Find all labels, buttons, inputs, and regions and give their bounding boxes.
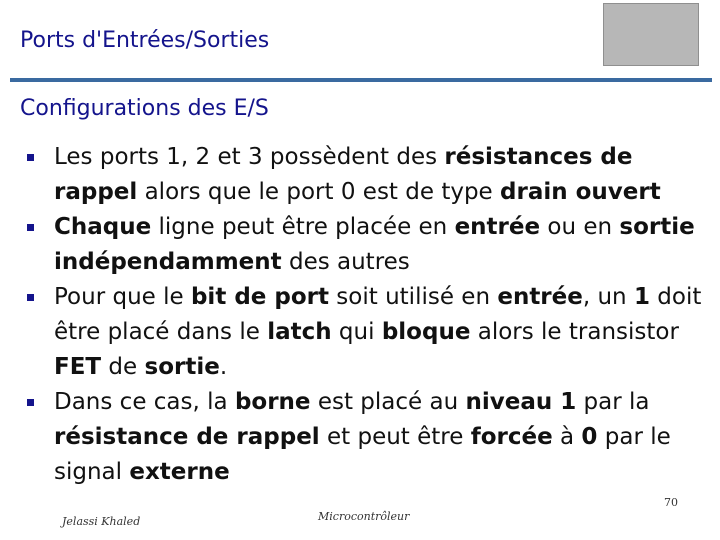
bold-term: FET	[54, 354, 102, 380]
page-number: 70	[664, 496, 678, 509]
bold-term: résistance de rappel	[54, 424, 320, 450]
bold-term: sortie indépendamment	[54, 214, 695, 275]
bold-term: sortie	[144, 354, 220, 380]
text-run: qui	[331, 319, 382, 345]
text-run: Dans ce cas, la	[54, 389, 235, 415]
text-run: des autres	[281, 249, 410, 275]
bold-term: borne	[234, 389, 311, 415]
text-run: est placé au	[310, 389, 466, 415]
text-run: par le signal	[54, 424, 671, 485]
bold-term: externe	[129, 459, 230, 485]
slide-subtitle: Configurations des E/S	[20, 96, 269, 121]
text-run: soit utilisé en	[329, 284, 498, 310]
slide-title: Ports d'Entrées/Sorties	[20, 28, 270, 53]
bullet-text	[54, 214, 695, 275]
square-bullet-icon	[27, 154, 34, 161]
bold-term: drain ouvert	[500, 179, 661, 205]
bullet-list	[24, 140, 712, 490]
bold-term: latch	[267, 319, 332, 345]
bold-term: entrée	[454, 214, 541, 240]
text-run: alors le transistor	[470, 319, 679, 345]
text-run: et peut être	[319, 424, 471, 450]
bullet-text	[54, 284, 701, 380]
bold-term: forcée	[470, 424, 553, 450]
author-name: Jelassi Khaled	[62, 515, 141, 528]
title-divider	[10, 78, 712, 82]
bold-term: 0	[581, 424, 598, 450]
text-run: par la	[576, 389, 650, 415]
bold-term: bloque	[381, 319, 471, 345]
course-name: Microcontrôleur	[318, 510, 410, 523]
bold-term: bit de port	[190, 284, 329, 310]
bold-term: Chaque	[54, 214, 152, 240]
bold-term: résistances de rappel	[54, 144, 633, 205]
bold-term: 1	[633, 284, 650, 310]
square-bullet-icon	[27, 224, 34, 231]
bullet-item	[24, 140, 712, 210]
bullet-item	[24, 385, 712, 490]
logo-placeholder	[603, 3, 699, 66]
text-run: .	[219, 354, 228, 380]
text-run: , un	[582, 284, 634, 310]
text-run: à	[552, 424, 582, 450]
bullet-text	[54, 144, 661, 205]
text-run: ligne peut être placée en	[151, 214, 455, 240]
text-run: de	[101, 354, 145, 380]
bullet-text	[54, 389, 671, 485]
text-run: Pour que le	[54, 284, 191, 310]
text-run: alors que le port 0 est de type	[137, 179, 501, 205]
text-run: doit être placé dans le	[54, 284, 702, 345]
bold-term: entrée	[497, 284, 583, 310]
bold-term: niveau 1	[465, 389, 577, 415]
square-bullet-icon	[27, 399, 34, 406]
bullet-item	[24, 280, 712, 385]
text-run: ou en	[540, 214, 620, 240]
square-bullet-icon	[27, 294, 34, 301]
bullet-item	[24, 210, 712, 280]
text-run: Les ports 1, 2 et 3 possèdent des	[54, 144, 445, 170]
